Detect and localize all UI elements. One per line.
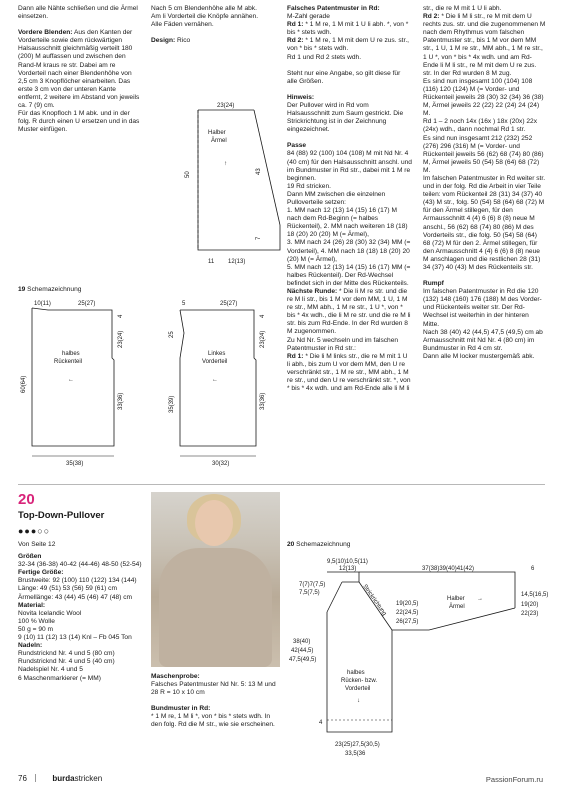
- arrow-down-icon: ↓: [357, 698, 360, 704]
- svg-text:14,5(16,5): 14,5(16,5): [521, 592, 549, 598]
- face-shape: [195, 500, 233, 546]
- yoke-heading: Passe: [287, 142, 307, 150]
- false-rib-heading: Falsches Patentmuster in Rd:: [287, 5, 380, 12]
- svg-text:9,5(10)10,5(11): 9,5(10)10,5(11): [327, 559, 368, 565]
- page-footer: [18, 774, 102, 783]
- svg-text:37(38)39(40)41(42): 37(38)39(40)41(42): [422, 566, 475, 572]
- figure-19-sleeve: [180, 100, 290, 285]
- back-right-low: 33(36): [118, 392, 124, 410]
- front-bottom: 30(32): [212, 461, 230, 467]
- front-bands-paragraph: Vordere Blenden: Aus den Kanten der Vorderteile sowie dem rückwärtigen Halsausschnitt gleichmäßig verteilt 180 (200) M auffassen und zwischen den Rand-M kraus re str. Dabei am re Vorderteil nach einer Blendenhöhe von 2,5 cm 3 Knopflöcher einarbeiten. Das erste 3 cm von der unteren Kante entfernt, 2 weitere im Abstand von jeweils ca. 7 (9) cm. Für das Knopfloch 1 M abk. und in der folg. R durch einen U ersetzen und in das Muster einfügen.: [18, 29, 140, 134]
- front-right-mid: 23(24): [260, 330, 266, 348]
- model-photo: [151, 492, 280, 667]
- svg-text:19(20): 19(20): [521, 602, 539, 608]
- section-divider: [18, 484, 545, 485]
- arrow-left-icon: ←: [68, 377, 74, 383]
- page-number: 76: [18, 774, 27, 783]
- finishing-paragraph: Nach 5 cm Blendenhöhe alle M abk. Am li Vorderteil die Knöpfe annähen. Alle Fäden vernähen.: [151, 5, 259, 29]
- svg-text:19(20,5): 19(20,5): [396, 601, 419, 607]
- figure-19-caption: 19 Schemazeichnung: [18, 286, 82, 293]
- svg-text:38(40): 38(40): [293, 639, 311, 645]
- difficulty-rating: ●●●○○: [18, 526, 51, 536]
- back-left-label: 60(64): [21, 375, 27, 393]
- front-top-left: 5: [182, 301, 186, 307]
- figure-19-back: [18, 298, 143, 478]
- pattern-column-4: str., die re M mit 1 U li abh. Rd 2: * Die li M li str., re M mit dem U rechts zus. str. und die zugenommenen M nach dem Rhythmus vom falschen Patentmuster str., bis 1 M vor dem MM str., 1 U, 1 M re str., MM abh., 1 M re str., 1 U *, von * bis * 4x wdh. und am Rd-Ende li M li str., re M mit dem U re zus. str. In der Rd wurden 8 M zug. Es sind nun insgesamt 100 (104) 108 (116) 120 (124) M (= Vorder- und Rückenteil jeweils 28 (30) 32 (34) 36 (38) M, Ärmel jeweils 22 (22) 22 (24) 24 (24) M. Rd 1 – 2 noch 14x (16x ) 18x (20x) 22x (24x) wdh., dann nochmal Rd 1 str. Es sind nun insgesamt 212 (232) 252 (276) 296 (316) M (= Vorder- und Rückenteil jeweils 56 (62) 68 (74) 80 (86) M, Ärmel jeweils 50 (54) 58 (64) 68 (72) M. Im falschen Patentmuster in Rd weiter str. und in der folg. Rd die Arbeit in vier Teile teilen: vom Rückenteil 28 (31) 34 (37) 40 (43) M str., folg. 50 (54) 58 (64) 68 (72) M für den Ärmel stillegen, für den Armausschnitt 4 (4) 6 (6) 8 (8) neue M anschl., 56 (62) 68 (74) 80 (86) M des Vorderteils str., die folg. 50 (54) 58 (64) 68 (72) M für den 2. Ärmel stillegen, für den Armausschnitt 4 (4) 6 (6) 8 (8) neue M anschlagen und die restlichen 28 (31) 34 (37) 40 (43) M des Rückenteils str. Rumpf Im falschen Patentmuster in Rd die 120 (132) 148 (160) 176 (188) M des Vorder- und Rückenteils weiter str. Der Rd-Wechsel ist weiterhin in der hinteren Mitte. Nach 38 (40) 42 (44,5) 47,5 (49,5) cm ab Armausschnitt mit Nd Nr. 4 (80 cm) im Bundmuster in Rd 4 cm str. Dann alle M locker mustergemäß abk.: [423, 5, 546, 360]
- model-number: 20: [18, 491, 35, 508]
- sleeve-right-small: 7: [256, 236, 262, 240]
- svg-text:26(27,5): 26(27,5): [396, 619, 419, 625]
- svg-text:22(23): 22(23): [521, 611, 539, 617]
- svg-text:Rücken- bzw.: Rücken- bzw.: [341, 678, 378, 684]
- sleeve-bottom-left: 11: [208, 259, 215, 265]
- sleeve-bottom-right: 12(13): [228, 259, 246, 265]
- svg-text:7(7)7(7,5): 7(7)7(7,5): [299, 582, 326, 588]
- sleeve-label-1: Halber: [208, 130, 226, 136]
- arrow-up-icon: ↑: [224, 161, 227, 167]
- svg-text:7,5(7,5): 7,5(7,5): [299, 590, 320, 596]
- back-label-1: halbes: [62, 351, 80, 357]
- model-title: Top-Down-Pullover: [18, 510, 105, 521]
- design-credit: Design: Rico: [151, 37, 191, 45]
- svg-text:23(25)27,5(30,5): 23(25)27,5(30,5): [335, 742, 380, 748]
- sleeve-left-label: 50: [185, 171, 191, 178]
- front-top-right: 25(27): [220, 301, 238, 307]
- svg-text:4: 4: [319, 720, 323, 726]
- pattern-column-3: Falsches Patentmuster in Rd: M-Zahl gerade Rd 1: * 1 M re, 1 M mit 1 U li abh. *, von * bis * stets wdh. Rd 2: * 1 M re, 1 M mit dem U re zus. str., von * bis * stets wdh. Rd 1 und Rd 2 stets wdh. Steht nur eine Angabe, so gilt diese für alle Größen. Hinweis: Der Pullover wird in Rd vom Halsausschnitt zum Saum gestrickt. Die Strickrichtung ist in der Zeichnung eingezeichnet. Passe 84 (88) 92 (100) 104 (108) M mit Nd Nr. 4 (40 cm) für den Halsausschnitt anschl. und im Bundmuster in Rd str., dabei mit 1 M re beginnen. 19 Rd stricken. Dann MM zwischen die einzelnen Pulloverteile setzen: 1. MM nach 12 (13) 14 (15) 16 (17) M nach dem Rd-Beginn (= halbes Rückenteil), 2. MM nach weiteren 18 (18) 18 (20) 20 (20) M (= Ärmel), 3. MM nach 24 (26) 28 (30) 32 (34) MM (= Vorderteil), 4. MM nach 18 (18) 18 (20) 20 (20) M (= Ärmel), 5. MM nach 12 (13) 14 (15) 16 (17) MM (= halbes Rückenteil). Der Rd-Wechsel befindet sich in der Mitte des Rückenteils. Nächste Runde: * Die li M re str. und die re M li str., bis 1 M vor dem MM, 1 U, 1 M re str., MM abh., 1 M re str., 1 U *, von * bis * 4x wdh., die li M re str. und die re M li str. bis zum Rd-Ende. In der Rd wurden 8 M zugenommen. Zu Nd Nr. 5 wechseln und im falschen Patentmuster in Rd str.: Rd 1: * Die li M links str., die re M mit 1 U li abh., bis zum U vor dem MM, den U re verschränkt str., 1 M re str., MM abh., 1 M re str., und den U re verschränkt str. *, von * bis * 4x wdh. und am Rd-Ende alle li M li: [287, 5, 412, 393]
- svg-text:42(44,5): 42(44,5): [291, 648, 314, 654]
- svg-text:Vorderteil: Vorderteil: [345, 686, 371, 692]
- front-label-2: Vorderteil: [202, 359, 228, 365]
- seam-paragraph: Dann alle Nähte schließen und die Ärmel einsetzen.: [18, 5, 138, 21]
- back-right-mid: 23(24): [118, 330, 124, 348]
- brand-rest: stricken: [74, 774, 103, 783]
- svg-text:33,5(36: 33,5(36: [345, 751, 366, 757]
- model-details: Von Seite 12 Größen 32-34 (36-38) 40-42 (44-46) 48-50 (52-54) Fertige Größe: Brustweite: 92 (100) 110 (122) 134 (144) Länge: 49 (51) 53 (56) 59 (61) cm Ärmellänge: 43 (44) 45 (46) 47 (48) cm Material: Novita Icelandic Wool 100 % Wolle 50 g = 90 m 9 (10) 11 (12) 13 (14) Knl – Fb 045 Ton Nadeln: Rundstricknd Nr. 4 und 5 (80 cm) Rundstricknd Nr. 4 und 5 (40 cm) Nadelspiel Nr. 4 und 5 6 Maschenmarkierer (= MM): [18, 541, 142, 682]
- front-label-1: Linkes: [208, 351, 226, 357]
- arrow-right-icon: →: [477, 596, 483, 602]
- sweater-shape: [159, 548, 272, 667]
- body-heading: Rumpf: [423, 280, 444, 288]
- arrow-left-icon: ←: [212, 377, 218, 383]
- back-right-top: 4: [118, 314, 124, 318]
- knitting-direction-label: Strickrichtung: [361, 583, 388, 617]
- svg-text:12(13): 12(13): [339, 566, 357, 572]
- front-bands-title: Vordere Blenden:: [18, 29, 73, 37]
- sleeve-label-2: Ärmel: [211, 138, 227, 144]
- sleeve-top-label: 23(24): [217, 103, 235, 109]
- hint-heading: Hinweis:: [287, 93, 315, 101]
- middle-column-text: [151, 5, 276, 53]
- footer-separator: [35, 774, 46, 782]
- brand-bold: burda: [52, 774, 75, 783]
- svg-text:6: 6: [531, 566, 535, 572]
- front-right-low: 33(36): [260, 392, 266, 410]
- front-right-top: 4: [260, 314, 266, 318]
- left-column-text: [18, 5, 140, 142]
- back-bottom: 35(38): [66, 461, 84, 467]
- front-left-low: 35(39): [169, 395, 175, 413]
- svg-text:halbes: halbes: [347, 670, 365, 676]
- front-left-top: 25: [169, 331, 175, 338]
- watermark: PassionForum.ru: [485, 775, 543, 784]
- figure-20-schematic: [287, 552, 547, 777]
- gauge-and-rib: Maschenprobe: Falsches Patentmuster Nd Nr. 5: 13 M und 28 R = 10 x 10 cm Bundmuster in Rd: * 1 M re, 1 M li *, von * bis * stets wdh. In den folg. Rd die M str., wie sie erscheinen.: [151, 673, 276, 729]
- back-label-2: Rückenteil: [54, 359, 83, 365]
- back-top-left: 10(11): [34, 301, 51, 307]
- figure-19-front: [160, 298, 285, 478]
- back-top-right: 25(27): [78, 301, 96, 307]
- svg-text:Halber: Halber: [447, 596, 465, 602]
- figure-20-caption: 20 Schemazeichnung: [287, 541, 351, 548]
- svg-text:47,5(49,5): 47,5(49,5): [289, 657, 317, 663]
- svg-text:22(24,5): 22(24,5): [396, 610, 419, 616]
- svg-text:Ärmel: Ärmel: [449, 604, 465, 610]
- sleeve-right-label: 43: [256, 168, 262, 175]
